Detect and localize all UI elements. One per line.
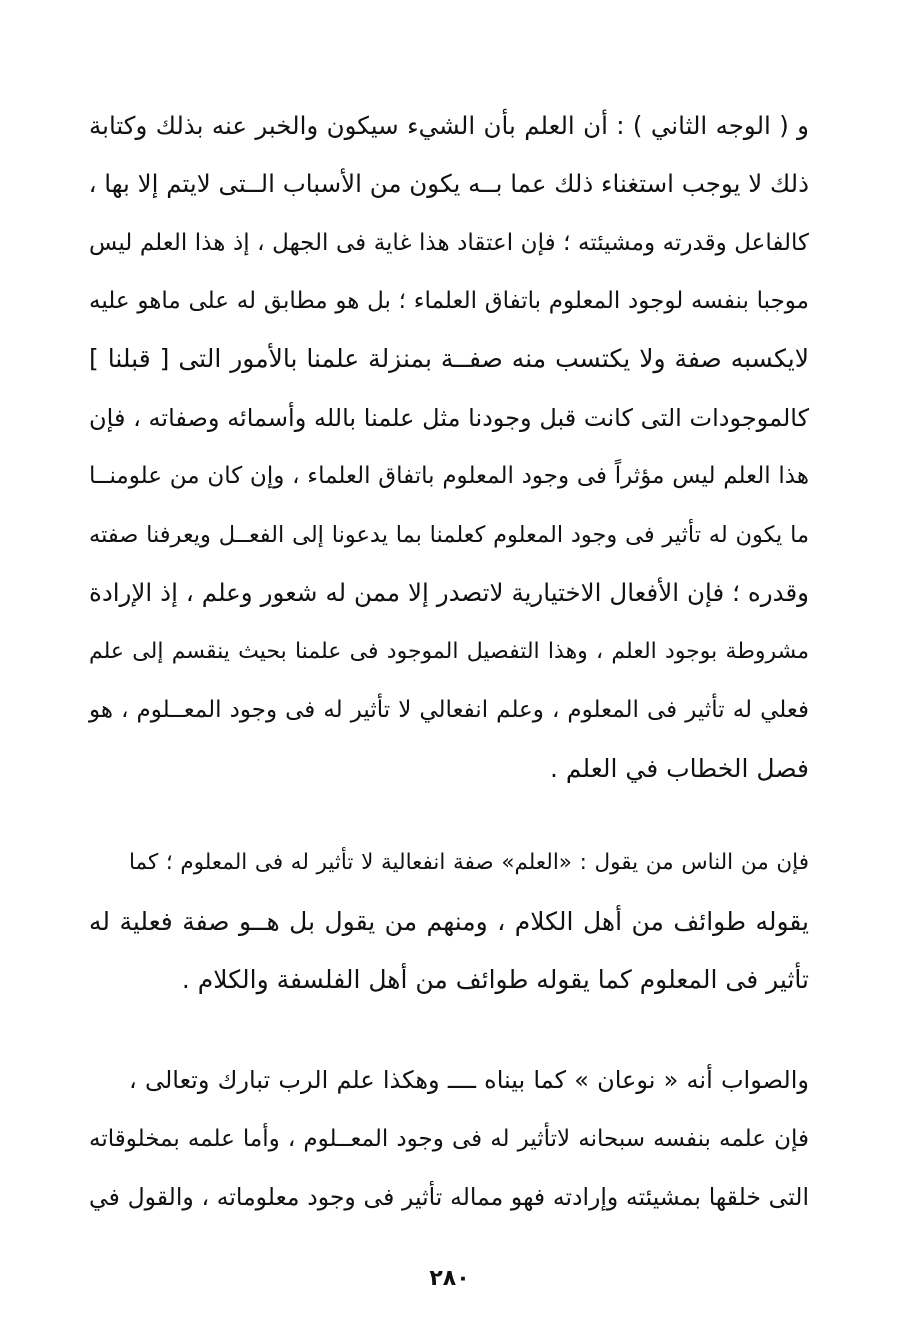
text-line: لايكسبه صفة ولا يكتسب منه صفــة بمنزلة علمنا بالأمور التى [ قبلنا ] <box>89 344 809 373</box>
text-line: و ( الوجه الثاني ) : أن العلم بأن الشيء سيكون والخبر عنه بذلك وكتابة <box>89 111 809 140</box>
text-line: كالفاعل وقدرته ومشيئته ؛ فإن اعتقاد هذا غاية فى الجهل ، إذ هذا العلم ليس <box>89 230 809 256</box>
text-line: فعلي له تأثير فى المعلوم ، وعلم انفعالي لا تأثير له فى وجود المعــلوم ، هو <box>89 697 809 723</box>
text-line: فصل الخطاب في العلم . <box>550 754 809 783</box>
text-line: موجبا بنفسه لوجود المعلوم باتفاق العلماء ؛ بل هو مطابق له على ماهو عليه <box>89 288 809 314</box>
page-number: ٢٨٠ <box>429 1266 470 1291</box>
text-line: فإن علمه بنفسه سبحانه لاتأثير له فى وجود المعــلوم ، وأما علمه بمخلوقاته <box>89 1126 809 1152</box>
text-line: تأثير فى المعلوم كما يقوله طوائف من أهل الفلسفة والكلام . <box>181 965 809 994</box>
text-line: يقوله طوائف من أهل الكلام ، ومنهم من يقول بل هــو صفة فعلية له <box>89 907 809 936</box>
text-line: فإن من الناس من يقول : «العلم» صفة انفعالية لا تأثير له فى المعلوم ؛ كما <box>129 850 809 875</box>
text-line: كالموجودات التى كانت قبل وجودنا مثل علمنا بالله وأسمائه وصفاته ، فإن <box>89 404 809 432</box>
text-line: التى خلقها بمشيئته وإرادته فهو مماله تأثير فى وجود معلوماته ، والقول في <box>89 1183 809 1211</box>
text-line: ما يكون له تأثير فى وجود المعلوم كعلمنا بما يدعونا إلى الفعــل ويعرفنا صفته <box>89 522 809 548</box>
text-line: والصواب أنه « نوعان » كما بيناه ــــ وهكذا علم الرب تبارك وتعالى ، <box>129 1066 809 1094</box>
text-line: مشروطة بوجود العلم ، وهذا التفصيل الموجود فى علمنا بحيث ينقسم إلى علم <box>89 639 809 664</box>
text-line: وقدره ؛ فإن الأفعال الاختيارية لاتصدر إلا ممن له شعور وعلم ، إذ الإرادة <box>89 578 809 607</box>
text-line: ذلك لا يوجب استغناء ذلك عما بــه يكون من الأسباب الــتى لايتم إلا بها ، <box>88 169 809 198</box>
text-line: هذا العلم ليس مؤثراً فى وجود المعلوم باتفاق العلماء ، وإن كان من علومنــا <box>89 463 809 489</box>
